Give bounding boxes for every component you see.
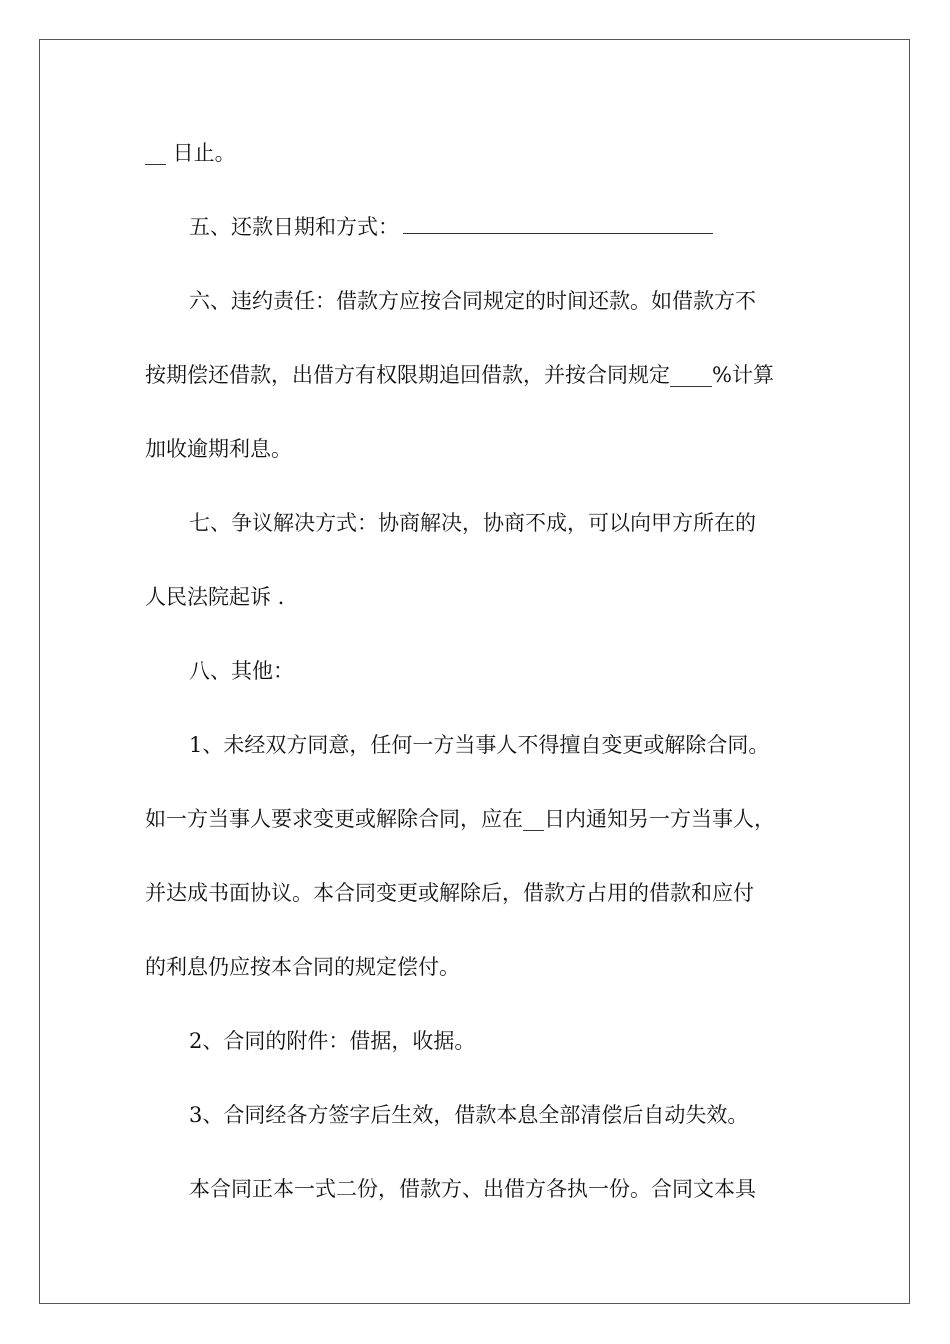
text-line-10: 如一方当事人要求变更或解除合同，应在__日内通知另一方当事人， — [145, 807, 775, 831]
text-line-1: __ 日止。 — [145, 141, 236, 165]
text-line-13: 2、合同的附件：借据，收据。 — [189, 1029, 476, 1053]
text-line-7: 人民法院起诉 . — [145, 585, 285, 609]
text-line-2: 五、还款日期和方式： — [189, 213, 859, 241]
fill-in-blank — [403, 232, 713, 234]
text-line-3: 六、违约责任：借款方应按合同规定的时间还款。如借款方不 — [189, 289, 756, 313]
text-line-11: 并达成书面协议。本合同变更或解除后，借款方占用的借款和应付 — [145, 881, 754, 905]
text-line-9: 1、未经双方同意，任何一方当事人不得擅自变更或解除合同。 — [189, 733, 770, 757]
text-line-12: 的利息仍应按本合同的规定偿付。 — [145, 955, 460, 979]
text-line-8: 八、其他： — [189, 659, 294, 683]
text-line-4: 按期偿还借款，出借方有权限期追回借款，并按合同规定____%计算 — [145, 363, 774, 387]
text-line-14: 3、合同经各方签字后生效，借款本息全部清偿后自动失效。 — [189, 1103, 749, 1127]
text-line-5: 加收逾期利息。 — [145, 437, 292, 461]
text-line-6: 七、争议解决方式：协商解决，协商不成，可以向甲方所在的 — [189, 511, 756, 535]
text-line-15: 本合同正本一式二份，借款方、出借方各执一份。合同文本具 — [189, 1177, 756, 1201]
